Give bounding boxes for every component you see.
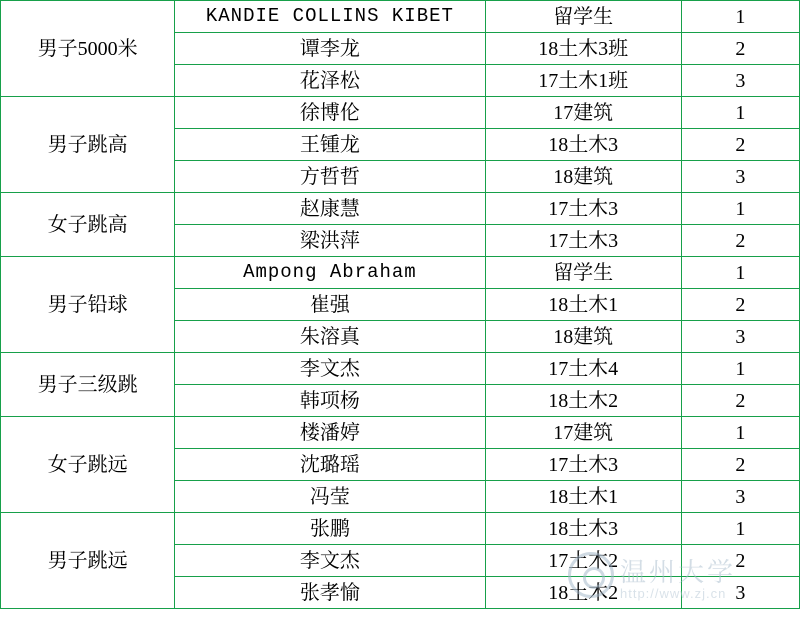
class-cell: 18土木1 [485,481,681,513]
event-name-cell: 男子跳高 [1,97,175,193]
athlete-name-cell: 张鹏 [175,513,485,545]
class-cell: 18土木2 [485,577,681,609]
class-cell: 17建筑 [485,97,681,129]
rank-cell: 1 [681,1,799,33]
class-cell: 17建筑 [485,417,681,449]
event-name-cell: 男子三级跳 [1,353,175,417]
athlete-name-cell: KANDIE COLLINS KIBET [175,1,485,33]
rank-cell: 3 [681,577,799,609]
rank-cell: 2 [681,545,799,577]
athlete-name-cell: 徐博伦 [175,97,485,129]
class-cell: 18土木3 [485,129,681,161]
athlete-name-cell: 冯莹 [175,481,485,513]
class-cell: 18建筑 [485,321,681,353]
rank-cell: 3 [681,161,799,193]
table-row [1,417,800,449]
class-cell: 17土木3 [485,193,681,225]
table-body [1,1,800,609]
class-cell: 17土木3 [485,449,681,481]
table-row [1,513,800,545]
athlete-name-cell: 张孝愉 [175,577,485,609]
table-row [1,353,800,385]
class-cell: 17土木1班 [485,65,681,97]
watermark-university-name: 温州大学 [620,558,737,587]
athlete-name-cell: 朱溶真 [175,321,485,353]
rank-cell: 1 [681,97,799,129]
table-row [1,257,800,289]
athlete-name-cell: 花泽松 [175,65,485,97]
class-cell: 18土木1 [485,289,681,321]
rank-cell: 3 [681,65,799,97]
class-cell: 18土木2 [485,385,681,417]
rank-cell: 1 [681,257,799,289]
class-cell: 17土木4 [485,353,681,385]
athlete-name-cell: 赵康慧 [175,193,485,225]
athlete-name-cell: 楼潘婷 [175,417,485,449]
rank-cell: 3 [681,321,799,353]
rank-cell: 3 [681,481,799,513]
rank-cell: 2 [681,129,799,161]
class-cell: 17土木2 [485,545,681,577]
rank-cell: 1 [681,193,799,225]
class-cell: 留学生 [485,257,681,289]
class-cell: 18建筑 [485,161,681,193]
rank-cell: 1 [681,417,799,449]
athlete-name-cell: 崔强 [175,289,485,321]
athlete-name-cell: 李文杰 [175,545,485,577]
event-name-cell: 女子跳高 [1,193,175,257]
rank-cell: 2 [681,225,799,257]
table-row [1,193,800,225]
rank-cell: 1 [681,353,799,385]
athlete-name-cell: 沈璐瑶 [175,449,485,481]
rank-cell: 2 [681,449,799,481]
event-name-cell: 男子铅球 [1,257,175,353]
athlete-name-cell: 谭李龙 [175,33,485,65]
event-name-cell: 男子跳远 [1,513,175,609]
athlete-name-cell: 李文杰 [175,353,485,385]
athlete-name-cell: 梁洪萍 [175,225,485,257]
athlete-name-cell: 王锺龙 [175,129,485,161]
table-row [1,1,800,33]
athlete-name-cell: 方哲哲 [175,161,485,193]
class-cell: 17土木3 [485,225,681,257]
class-cell: 18土木3 [485,513,681,545]
watermark-url: http://www.zj.cn [620,586,727,601]
rank-cell: 2 [681,289,799,321]
athlete-name-cell: Ampong Abraham [175,257,485,289]
class-cell: 18土木3班 [485,33,681,65]
event-name-cell: 男子5000米 [1,1,175,97]
table-row [1,97,800,129]
class-cell: 留学生 [485,1,681,33]
rank-cell: 2 [681,33,799,65]
rank-cell: 2 [681,385,799,417]
athlete-name-cell: 韩项杨 [175,385,485,417]
rank-cell: 1 [681,513,799,545]
event-name-cell: 女子跳远 [1,417,175,513]
